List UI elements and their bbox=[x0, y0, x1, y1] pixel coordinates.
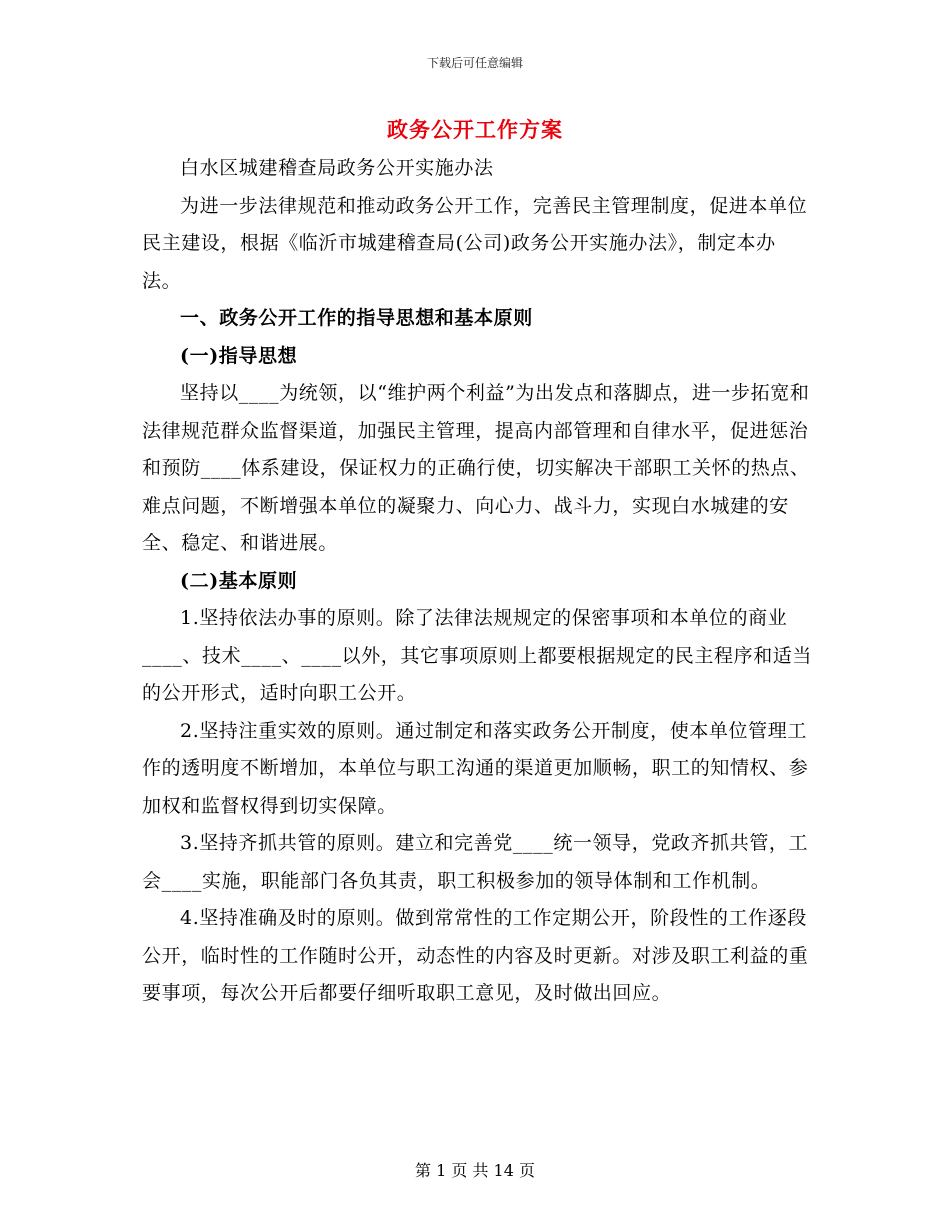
subsection-heading-guiding-ideas: (一)指导思想 bbox=[180, 344, 298, 367]
principle-1-paragraph: 1.坚持依法办事的原则。除了法律法规规定的保密事项和本单位的商业____、技术____、____以外，其它事项原则上都要根据规定的民主程序和适当的公开形式，适时向职工公开。 bbox=[142, 607, 813, 704]
document-title: 政务公开工作方案 bbox=[387, 117, 563, 142]
intro-paragraph: 为进一步法律规范和推动政务公开工作，完善民主管理制度，促进本单位民主建设，根据《临沂市城建稽查局(公司)政务公开实施办法》，制定本办法。 bbox=[142, 194, 808, 292]
principle-4-paragraph: 4.坚持准确及时的原则。做到常常性的工作定期公开，阶段性的工作逐段公开，临时性的工作随时公开，动态性的内容及时更新。对涉及职工利益的重要事项，每次公开后都要仔细听取职工意见，及时做出回应。 bbox=[142, 907, 809, 1004]
page-number-footer: 第 1 页 共 14 页 bbox=[415, 1161, 535, 1180]
header-note: 下载后可任意编辑 bbox=[426, 56, 523, 70]
section-heading: 一、政务公开工作的指导思想和基本原则 bbox=[180, 307, 533, 329]
subsection-heading-principles: (二)基本原则 bbox=[180, 569, 298, 592]
principle-3-paragraph: 3.坚持齐抓共管的原则。建立和完善党____统一领导，党政齐抓共管，工会____实施，职能部门各负其责，职工积极参加的领导体制和工作机制。 bbox=[142, 832, 809, 892]
document-body bbox=[142, 150, 812, 1013]
subtitle-paragraph: 白水区城建稽查局政务公开实施办法 bbox=[180, 157, 494, 179]
principle-2-paragraph: 2.坚持注重实效的原则。通过制定和落实政务公开制度，使本单位管理工作的透明度不断增加，本单位与职工沟通的渠道更加顺畅，职工的知情权、参加权和监督权得到切实保障。 bbox=[142, 719, 809, 817]
guiding-ideas-paragraph: 坚持以____为统领，以“维护两个利益”为出发点和落脚点，进一步拓宽和法律规范群众监督渠道，加强民主管理，提高内部管理和自律水平，促进惩治和预防____体系建设，保证权力的正确行使，切实解决干部职工关怀的热点、难点问题，不断增强本单位的凝聚力、向心力、战斗力，实现白水城建的安全、稳定、和谐进展。 bbox=[142, 382, 810, 554]
